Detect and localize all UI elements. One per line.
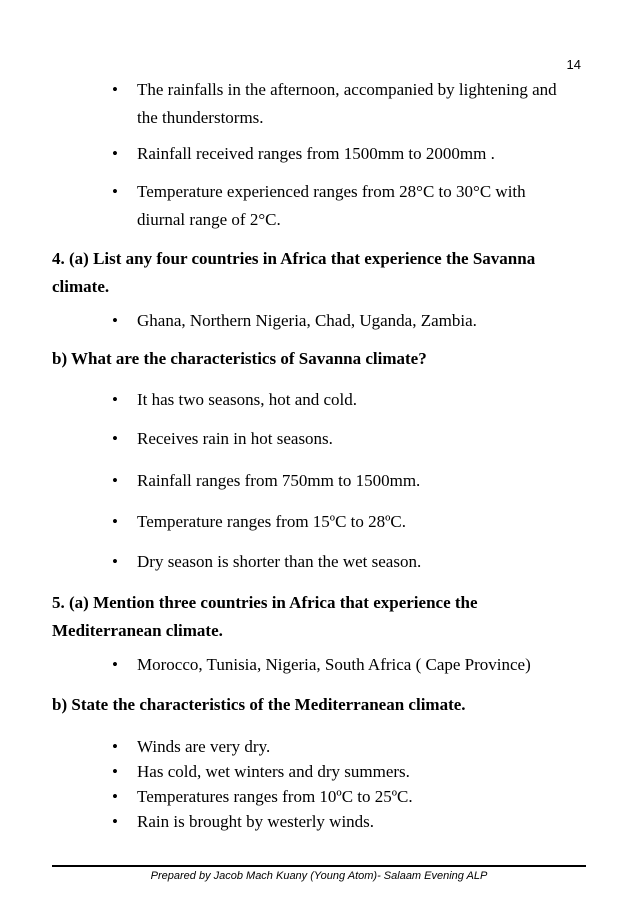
list-item: • Morocco, Tunisia, Nigeria, South Africa ( Cape Province) (137, 651, 567, 679)
footer-text: Prepared by Jacob Mach Kuany (Young Atom)- Salaam Evening ALP (150, 870, 488, 882)
list-item: • Has cold, wet winters and dry summers. (137, 758, 567, 786)
list-item: • Temperature ranges from 15ºC to 28ºC. (137, 508, 567, 536)
question-heading: b) What are the characteristics of Savanna climate? (52, 349, 427, 368)
question-heading: 5. (a) Mention three countries in Africa that experience the Mediterranean climate. (52, 593, 478, 640)
list-item: • Rainfall received ranges from 1500mm to 2000mm . (137, 140, 567, 168)
list-item: • Dry season is shorter than the wet season. (137, 548, 567, 576)
list-item: • Winds are very dry. (137, 733, 567, 761)
list-item: • Ghana, Northern Nigeria, Chad, Uganda, Zambia. (137, 307, 567, 335)
list-item: • The rainfalls in the afternoon, accompanied by lightening and the thunderstorms. (137, 76, 567, 132)
question-heading: 4. (a) List any four countries in Africa that experience the Savanna climate. (52, 249, 536, 296)
page-number: 14 (566, 57, 581, 72)
question-heading: b) State the characteristics of the Mediterranean climate. (52, 695, 466, 714)
list-item: • Receives rain in hot seasons. (137, 425, 567, 453)
list-item: • Temperature experienced ranges from 28°C to 30°C with diurnal range of 2°C. (137, 178, 567, 234)
list-item: • Temperatures ranges from 10ºC to 25ºC. (137, 783, 567, 811)
list-item: • It has two seasons, hot and cold. (137, 386, 567, 414)
footer-divider (52, 865, 586, 867)
list-item: • Rainfall ranges from 750mm to 1500mm. (137, 467, 567, 495)
list-item: • Rain is brought by westerly winds. (137, 808, 567, 836)
